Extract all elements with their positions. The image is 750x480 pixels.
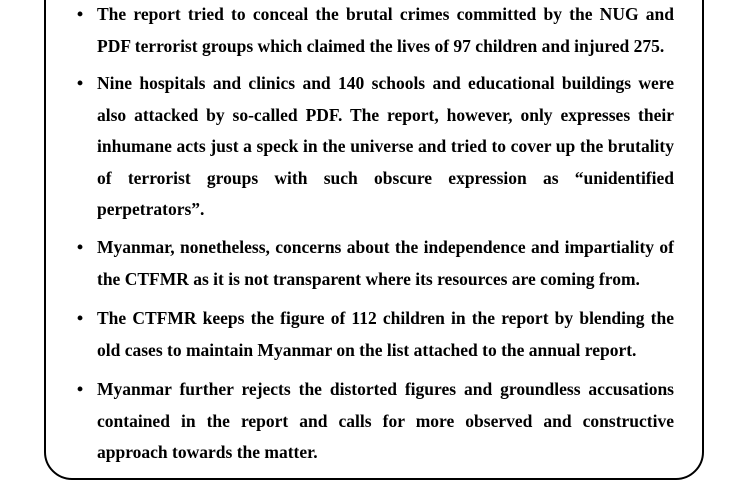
- bullet-text: Myanmar, nonetheless, concerns about the independence and impartiality of the CTFMR as it is not transparent where its resources are coming from.: [97, 237, 674, 289]
- bullet-marker: •: [76, 308, 84, 328]
- bullet-item-ctfmr-figure: [76, 303, 674, 366]
- bullet-item-independence-concern: [76, 232, 674, 295]
- bullet-marker: •: [76, 73, 84, 93]
- bullet-marker: •: [76, 4, 84, 24]
- bullet-item-nug-pdf-crimes: [76, 0, 674, 62]
- bullet-text: The CTFMR keeps the figure of 112 children in the report by blending the old cases to maintain Myanmar on the list attached to the annual report.: [97, 308, 674, 360]
- bullet-marker: •: [76, 379, 84, 399]
- bullet-item-rejection: [76, 374, 674, 469]
- bullet-text: Nine hospitals and clinics and 140 schools and educational buildings were also attacked by so-called PDF. The report, however, only expresses their inhumane acts just a speck in the universe and tried to cover up the brutality of terrorist groups with such obscure expression as “unidentified perpetrators”.: [97, 73, 674, 219]
- bullet-item-hospitals-schools: [76, 68, 674, 226]
- bullet-marker: •: [76, 237, 84, 257]
- bullet-text: The report tried to conceal the brutal crimes committed by the NUG and PDF terrorist groups which claimed the lives of 97 children and injured 275.: [97, 4, 674, 56]
- bullet-text: Myanmar further rejects the distorted figures and groundless accusations contained in the report and calls for more observed and constructive approach towards the matter.: [97, 379, 674, 462]
